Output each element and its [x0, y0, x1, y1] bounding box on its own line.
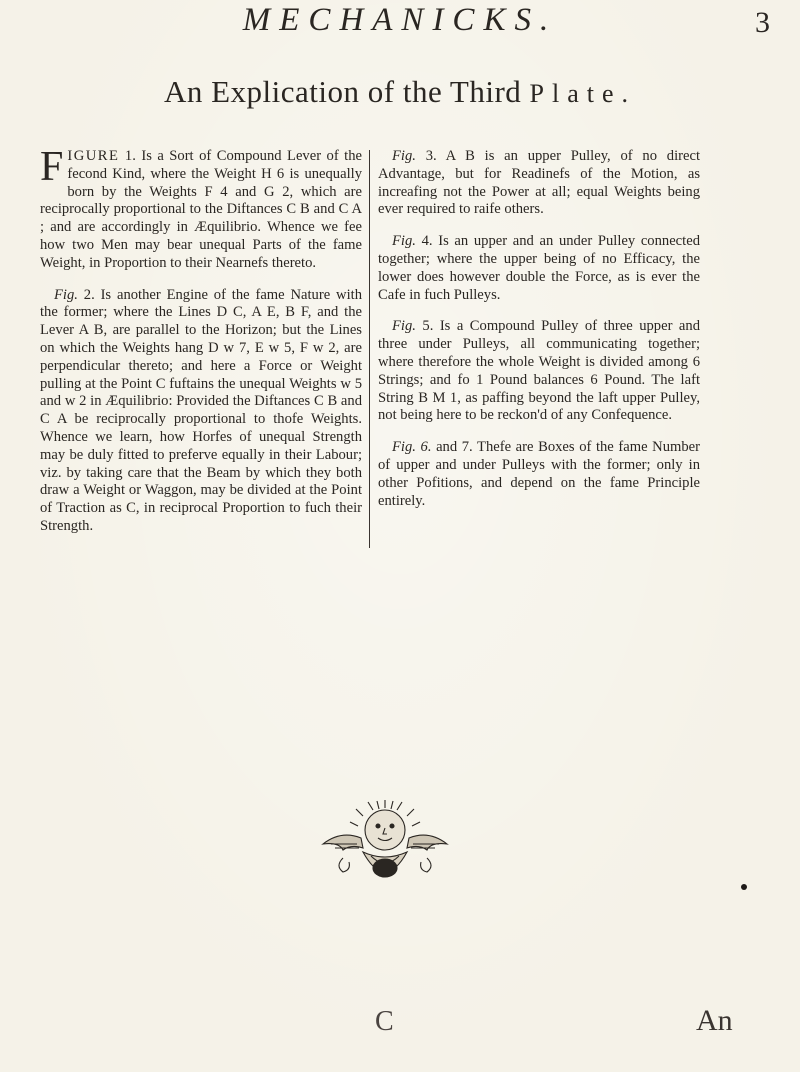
figure-2-paragraph	[40, 287, 362, 536]
figure-3-label: Fig.	[392, 148, 416, 164]
figure-3-text: 3. A B is an upper Pulley, of no direct Advantage, but for Readinefs of the Motion, as increafing not the Power at all; equal Weights being ever required to raife others.	[378, 148, 700, 218]
sun-face-crest-icon	[313, 800, 457, 892]
catchword: An	[696, 1004, 733, 1037]
running-head: MECHANICKS.	[242, 2, 558, 38]
figure-2-label: Fig.	[54, 286, 78, 303]
drop-cap: F	[40, 144, 64, 190]
figure-4-label: Fig.	[392, 233, 416, 250]
left-column	[40, 144, 362, 550]
figure-5-text: 5. Is a Compound Pulley of three upper and three under Pulleys, all communicating together; where therefore the whole Weight is divided among 6 Strings; and fo 1 Pound balances 6 Pound. The laft String B M 1, as paffing beyond the laft upper Pulley, not being here to be reckon'd of any Confequence.	[378, 318, 700, 424]
plate-title-lead: An Explication of the Third	[163, 74, 530, 109]
figure-2-text: 2. Is another Engine of the fame Nature with the former; where the Lines D C, A E, B F, and the Lever A B, are parallel to the Horizon; but the Lines on which the Weights hang D w 7, E w 5, F w 2, are perpendicular thereto; and here a Force or Weight pulling at the Point C fuftains the unequal Weights w 5 and w 2 in Æquilibrio: Provided the Diftances C B and C A be reciprocally proportional to thofe Weights. Whence we learn, how Horfes of unequal Strength may be duly fitted to preferve equally in their Labour; viz. by taking care that the Beam by which they both draw a Weight or Waggon, may be divided at the Point of Traction as C, in reciprocal Proportion to fuch their Strength.	[40, 286, 362, 534]
ink-speck	[741, 884, 747, 890]
column-divider	[369, 150, 370, 548]
figure-6-7-label: Fig. 6.	[392, 439, 432, 456]
figure-1-heading: IGURE	[67, 148, 120, 164]
figure-6-7-paragraph	[378, 439, 700, 510]
figure-5-paragraph	[378, 318, 700, 425]
figure-5-label: Fig.	[392, 318, 416, 335]
figure-1-text: 1. Is a Sort of Compound Lever of the fecond Kind, where the Weight H 6 is unequally born by the Weights F 4 and G 2, which are reciprocally proportional to the Diftances C B and C A ; and are accordingly in Æquilibrio. Whence we fee how two Men may bear unequal Parts of the fame Weight, in Proportion to their Nearnefs thereto.	[40, 148, 362, 271]
figure-1-paragraph	[40, 144, 362, 273]
signature-mark: C	[375, 1006, 394, 1037]
figure-3-paragraph	[378, 148, 700, 219]
right-column	[378, 148, 700, 524]
plate-title	[0, 74, 800, 110]
plate-title-spaced: Plate.	[529, 79, 637, 108]
figure-4-text: 4. Is an upper and an under Pulley connected together; where the upper being of no Efficacy, the lower does however double the Force, as is ever the Cafe in fuch Pulleys.	[378, 233, 700, 303]
figure-4-paragraph	[378, 233, 700, 304]
page-number: 3	[755, 6, 770, 39]
figure-6-7-text: and 7. Thefe are Boxes of the fame Number of upper and under Pulleys with the former; only in other Pofitions, and depend on the fame Principle entirely.	[378, 439, 700, 509]
